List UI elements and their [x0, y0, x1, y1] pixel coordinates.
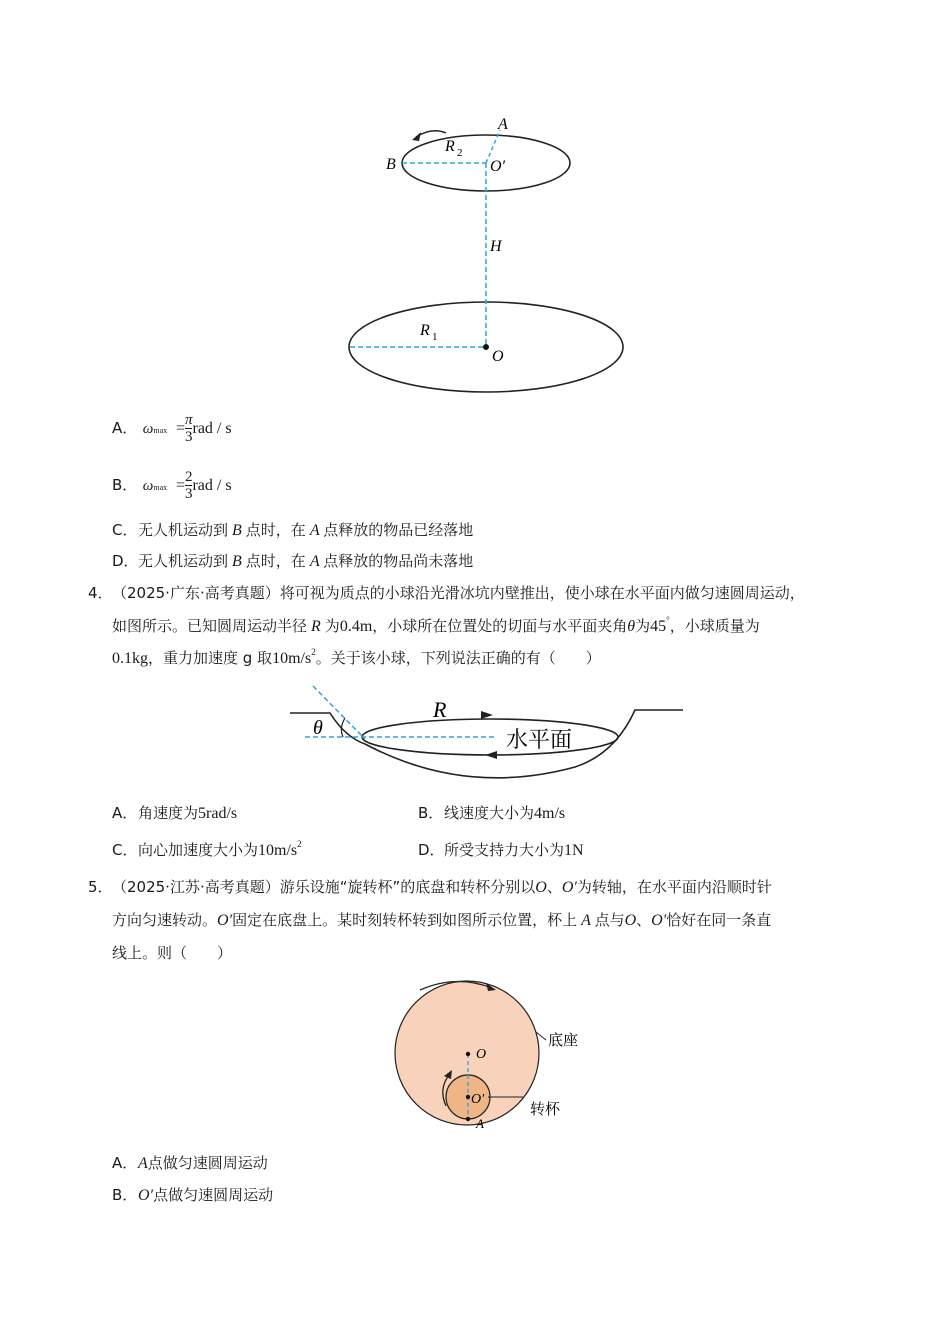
fraction-pi-3: $\frac{\pi}{3}$ — [184, 411, 193, 445]
q4-option-d[interactable]: D．所受支持力大小为1N — [418, 841, 584, 859]
label-theta: θ — [313, 717, 323, 739]
label-oprime: O′ — [471, 1092, 485, 1107]
fraction-2-3: $\frac{2}{3}$ — [184, 468, 193, 502]
drone-figure — [340, 105, 640, 395]
label-r1-sub: 1 — [432, 331, 438, 343]
label-cup: 转杯 — [530, 1100, 561, 1118]
rotating-cup-figure — [388, 970, 598, 1135]
q5-number: 5． — [88, 878, 113, 896]
q5-option-b[interactable]: B．O′点做匀速圆周运动 — [112, 1186, 274, 1204]
pit-profile — [290, 710, 683, 778]
q4-option-a[interactable]: A．角速度为5rad/s — [112, 804, 238, 822]
label-r: R — [433, 697, 447, 722]
point-oprime-dot — [466, 1095, 470, 1099]
label-h: H — [490, 238, 502, 255]
q4-number: 4． — [88, 584, 113, 602]
label-base: 底座 — [548, 1031, 579, 1049]
center-o-dot — [483, 344, 489, 350]
label-oprime: O′ — [490, 158, 506, 175]
q3-option-b[interactable]: B． ωmax = $\frac{2}{3}$ rad / s — [112, 468, 232, 502]
q4-line2: 如图所示。已知圆周运动半径 R 为0.4m，小球所在位置处的切面与水平面夹角θ为45°，小球质量为 — [112, 615, 760, 635]
q5-option-a[interactable]: A．A点做匀速圆周运动 — [112, 1154, 268, 1172]
label-r2: R — [445, 138, 455, 155]
q4-option-b[interactable]: B．线速度大小为4m/s — [418, 804, 566, 822]
orbit-arrow-top-icon — [481, 711, 493, 719]
point-o-dot — [466, 1052, 470, 1056]
q4-option-c[interactable]: C．向心加速度大小为$10m/s^2$ — [112, 839, 302, 859]
label-r2-sub: 2 — [457, 147, 463, 159]
q5-line3: 线上。则（ ） — [112, 944, 233, 962]
q5-line2: 方向匀速转动。O′固定在底盘上。某时刻转杯转到如图所示位置，杯上 A 点与O、O′恰好在同一条直 — [112, 911, 772, 929]
angle-arc — [341, 718, 345, 737]
label-o: O — [492, 348, 504, 365]
label-r1: R — [420, 322, 430, 339]
ice-pit-figure — [285, 682, 690, 794]
label-a: A — [476, 1116, 484, 1131]
orbit-arrow-bottom-icon — [485, 751, 497, 759]
q3-option-c[interactable]: C．无人机运动到 B 点时，在 A 点释放的物品已经落地 — [112, 521, 474, 539]
label-o: O — [476, 1047, 487, 1062]
label-b: B — [386, 156, 396, 173]
q4-line3: 0.1kg，重力加速度 g 取$10m/s^2$。关于该小球，下列说法正确的有（ ） — [112, 647, 601, 667]
q5-line1: （2025·江苏·高考真题）游乐设施“旋转杯”的底盘和转杯分别以O、O′为转轴，在水平面内沿顺时针 — [112, 878, 772, 896]
q3-option-a[interactable]: A． ωmax = $\frac{\pi}{3}$ rad / s — [112, 411, 232, 445]
q4-line1: （2025·广东·高考真题）将可视为质点的小球沿光滑冰坑内壁推出，使小球在水平面内做匀速圆周运动， — [112, 584, 805, 602]
label-a: A — [498, 116, 508, 133]
rotation-arrowhead-icon — [412, 132, 421, 141]
point-a-dot — [466, 1117, 470, 1121]
q3-option-d[interactable]: D．无人机运动到 B 点时，在 A 点释放的物品尚未落地 — [112, 552, 474, 570]
label-horizontal-plane: 水平面 — [506, 728, 573, 753]
